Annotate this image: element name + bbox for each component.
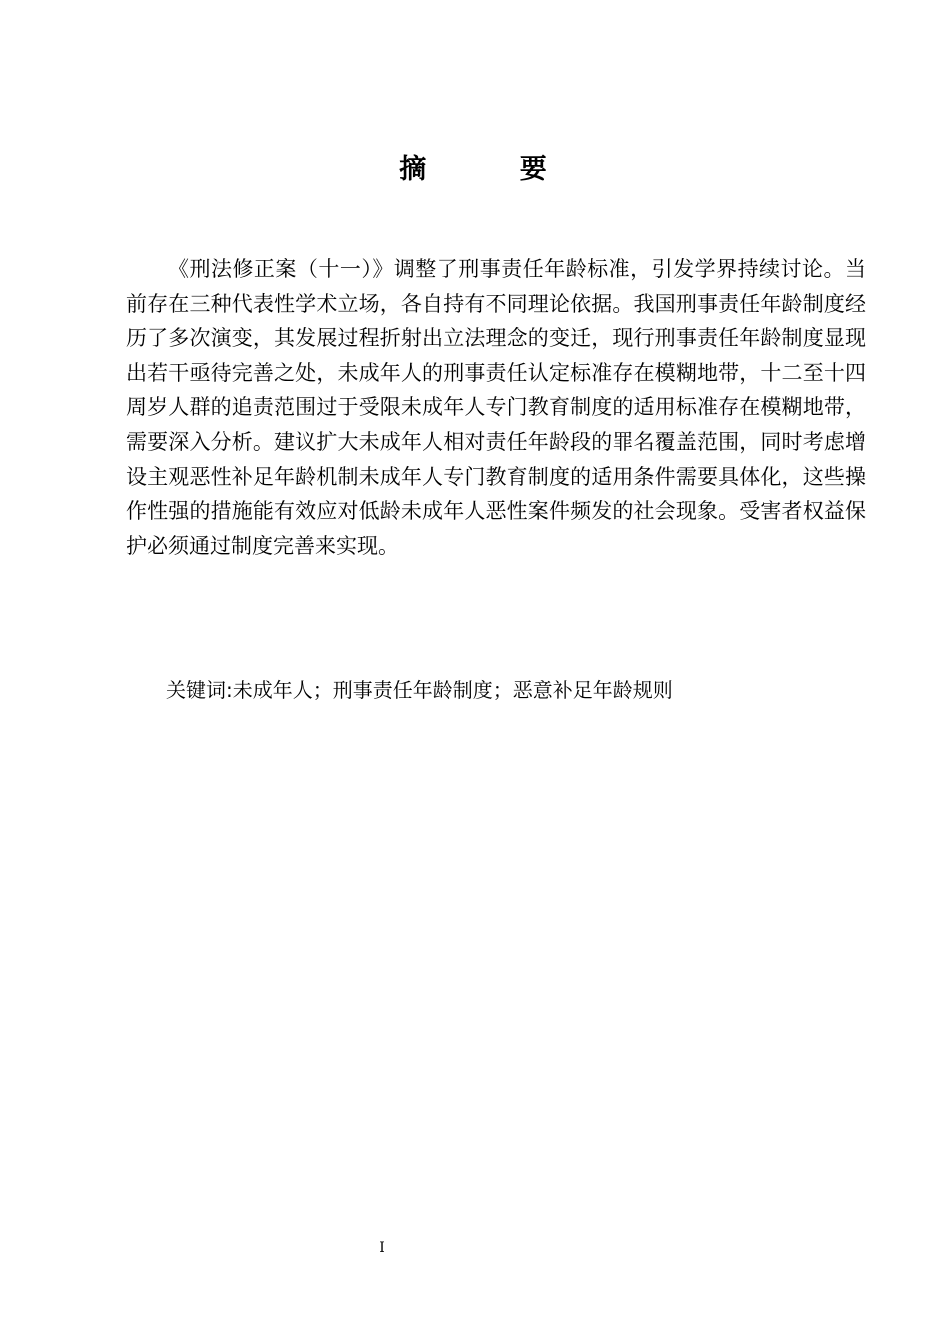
keywords-text: 未成年人；刑事责任年龄制度；恶意补足年龄规则 <box>232 678 673 702</box>
keywords-label: 关键词: <box>166 678 233 702</box>
abstract-body: 《刑法修正案（十一）》调整了刑事责任年龄标准，引发学界持续讨论。当前存在三种代表性学术立场，各自持有不同理论依据。我国刑事责任年龄制度经历了多次演变，其发展过程折射出立法理念的变迁，现行刑事责任年龄制度显现出若干亟待完善之处，未成年人的刑事责任认定标准存在模糊地带，十二至十四周岁人群的追责范围过于受限未成年人专门教育制度的适用标准存在模糊地带，需要深入分析。建议扩大未成年人相对责任年龄段的罪名覆盖范围，同时考虑增设主观恶性补足年龄机制未成年人专门教育制度的适用条件需要具体化，这些操作性强的措施能有效应对低龄未成年人恶性案件频发的社会现象。受害者权益保护必须通过制度完善来实现。 <box>126 257 866 558</box>
page-number: I <box>379 1240 385 1256</box>
keywords-line <box>166 673 866 707</box>
abstract-title: 摘 要 <box>399 154 589 185</box>
